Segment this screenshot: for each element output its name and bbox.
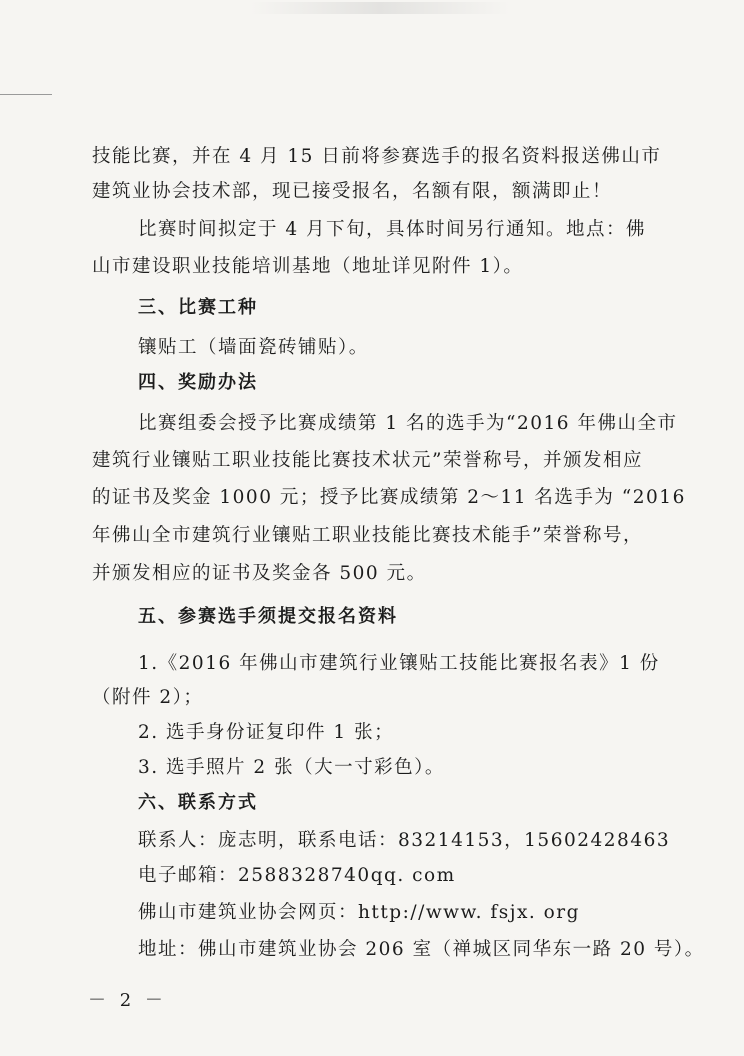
paragraph-line: 山市建设职业技能培训基地（地址详见附件 1）。	[92, 256, 524, 277]
paragraph-line: 镶贴工（墙面瓷砖铺贴）。	[138, 337, 369, 358]
scan-artifact-line	[0, 94, 52, 95]
section-heading-work-type: 三、比赛工种	[138, 297, 258, 318]
contact-address: 地址：佛山市建筑业协会 206 室（禅城区同华东一路 20 号）。	[138, 939, 705, 960]
contact-person: 联系人：庞志明，联系电话：83214153，15602428463	[138, 830, 671, 851]
scan-artifact	[250, 2, 510, 14]
contact-website: 佛山市建筑业协会网页：http://www. fsjx. org	[138, 902, 580, 923]
list-item: 1.《2016 年佛山市建筑行业镶贴工技能比赛报名表》1 份	[138, 653, 660, 674]
section-heading-materials: 五、参赛选手须提交报名资料	[138, 606, 398, 627]
paragraph-line: 的证书及奖金 1000 元；授予比赛成绩第 2～11 名选手为 “2016	[92, 487, 686, 508]
paragraph-line: 建筑业协会技术部，现已接受报名，名额有限，额满即止！	[92, 181, 613, 202]
list-item-continuation: （附件 2）；	[92, 687, 204, 708]
paragraph-line: 技能比赛，并在 4 月 15 日前将参赛选手的报名资料报送佛山市	[92, 146, 662, 167]
paragraph-line: 比赛时间拟定于 4 月下旬，具体时间另行通知。地点：佛	[138, 219, 647, 240]
list-item: 3. 选手照片 2 张（大一寸彩色）。	[138, 757, 445, 778]
paragraph-line: 比赛组委会授予比赛成绩第 1 名的选手为“2016 年佛山全市	[138, 413, 678, 434]
section-heading-awards: 四、奖励办法	[138, 372, 258, 393]
section-heading-contact: 六、联系方式	[138, 792, 258, 813]
contact-email: 电子邮箱：2588328740qq. com	[138, 865, 456, 886]
list-item: 2. 选手身份证复印件 1 张；	[138, 722, 395, 743]
page-number: － 2 －	[88, 990, 167, 1011]
paragraph-line: 建筑行业镶贴工职业技能比赛技术状元”荣誉称号，并颁发相应	[92, 450, 643, 471]
paragraph-line: 年佛山全市建筑行业镶贴工职业技能比赛技术能手”荣誉称号，	[92, 525, 643, 546]
paragraph-line: 并颁发相应的证书及奖金各 500 元。	[92, 563, 427, 584]
